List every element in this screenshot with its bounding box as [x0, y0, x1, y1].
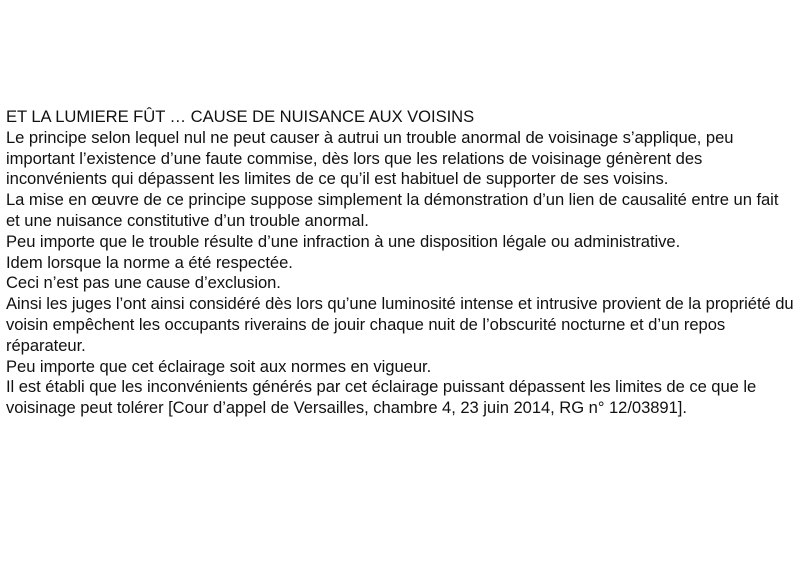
paragraph-lighting-standards: Peu importe que cet éclairage soit aux normes en vigueur.: [6, 356, 432, 376]
paragraph-infraction: Peu importe que le trouble résulte d’une infraction à une disposition légale ou administrative.: [6, 231, 681, 251]
paragraph-court-citation: Il est établi que les inconvénients générés par cet éclairage puissant dépassent les limites de ce que le voisinage peut tolérer [Cour d’appel de Versailles, chambre 4, 23 juin 2014, RG n° 12/03891].: [6, 377, 757, 418]
document-title: ET LA LUMIERE FÛT … CAUSE DE NUISANCE AUX VOISINS: [6, 107, 475, 126]
paragraph-judges-ruling: Ainsi les juges l’ont ainsi considéré dès lors qu’une luminosité intense et intrusive provient de la propriété du voisin empêchent les occupants riverains de jouir chaque nuit de l’obscurité nocturne et d’un repos réparateur.: [6, 294, 794, 355]
paragraph-norm-respected: Idem lorsque la norme a été respectée.: [6, 252, 293, 272]
paragraph-principle: Le principe selon lequel nul ne peut causer à autrui un trouble anormal de voisinage s’applique, peu important l’existence d’une faute commise, dès lors que les relations de voisinage génèrent des inconvénients qui dépassent les limites de ce qu’il est habituel de supporter de ses voisins.: [6, 127, 734, 189]
paragraph-no-exclusion: Ceci n’est pas une cause d’exclusion.: [6, 273, 281, 293]
document-body: [6, 107, 796, 419]
paragraph-causality: La mise en œuvre de ce principe suppose simplement la démonstration d’un lien de causalité entre un fait et une nuisance constitutive d’un trouble anormal.: [6, 190, 779, 230]
